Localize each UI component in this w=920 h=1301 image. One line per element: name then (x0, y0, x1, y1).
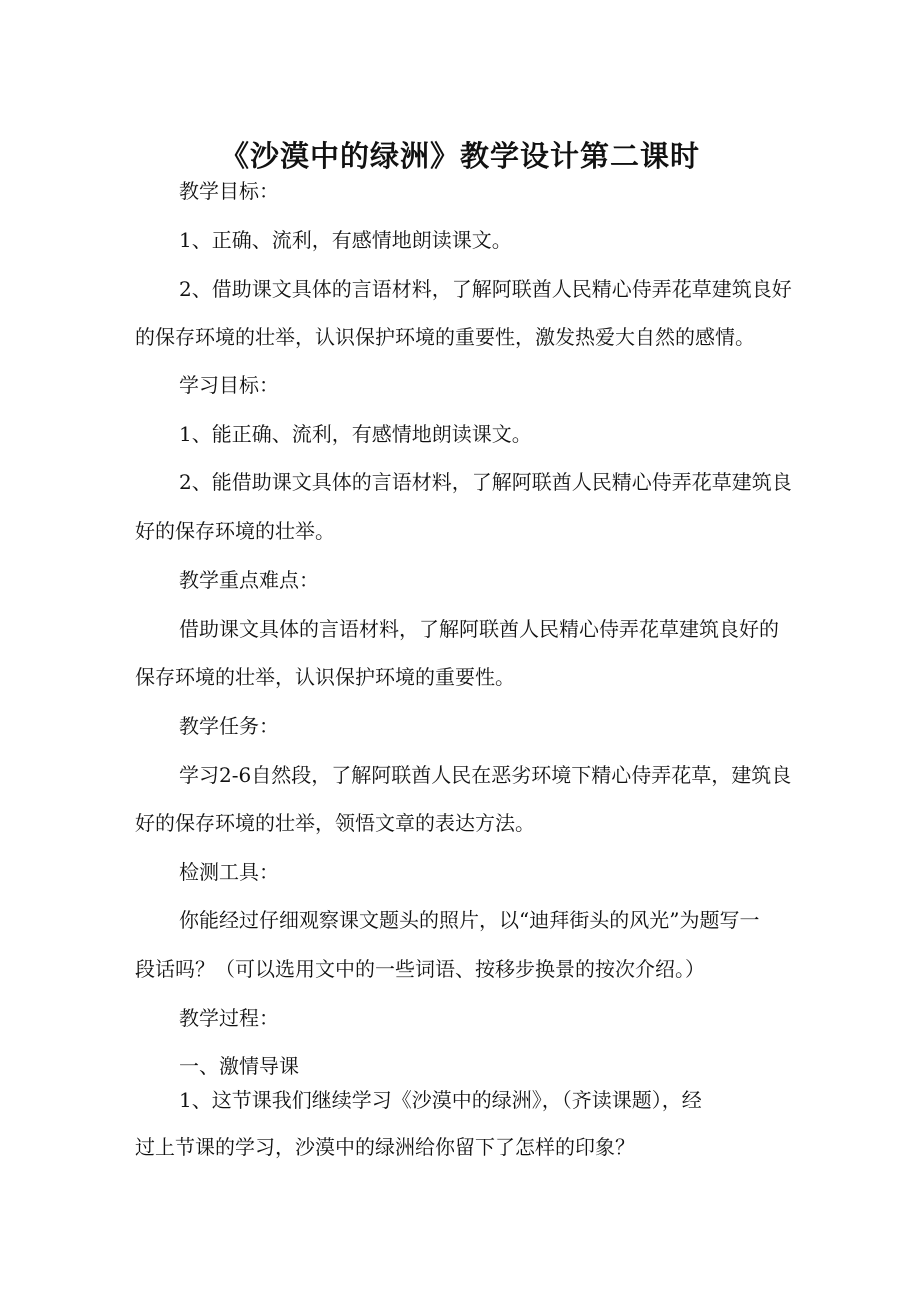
section-heading: 一、激情导课 (179, 1054, 299, 1078)
paragraph-line: 1、能正确、流利，有感情地朗读课文。 (179, 422, 532, 446)
paragraph-line: 好的保存环境的壮举。 (135, 519, 335, 543)
paragraph-line: 2、能借助课文具体的言语材料，了解阿联酋人民精心侍弄花草建筑良 (179, 470, 792, 494)
paragraph-line: 1、正确、流利，有感情地朗读课文。 (179, 228, 512, 252)
paragraph-line: 2、借助课文具体的言语材料，了解阿联酋人民精心侍弄花草建筑良好 (179, 277, 792, 301)
paragraph-line: 过上节课的学习，沙漠中的绿洲给你留下了怎样的印象？ (135, 1135, 635, 1159)
paragraph-line: 借助课文具体的言语材料，了解阿联酋人民精心侍弄花草建筑良好的 (179, 617, 779, 641)
paragraph-line: 你能经过仔细观察课文题头的照片，以“迪拜街头的风光”为题写一 (179, 908, 760, 932)
heading-teaching-tasks: 教学任务： (179, 714, 279, 738)
document-title: 《沙漠中的绿洲》教学设计第二课时 (219, 139, 700, 174)
heading-assessment-tools: 检测工具： (179, 860, 279, 884)
heading-key-points: 教学重点难点： (179, 568, 319, 592)
paragraph-line: 学习2-6自然段，了解阿联酋人民在恶劣环境下精心侍弄花草，建筑良 (179, 763, 792, 787)
heading-teaching-process: 教学过程： (179, 1006, 279, 1030)
paragraph-line: 好的保存环境的壮举，领悟文章的表达方法。 (135, 811, 535, 835)
paragraph-line: 段话吗？（可以选用文中的一些词语、按移步换景的按次介绍。） (135, 957, 705, 981)
heading-learning-goals: 学习目标： (179, 373, 279, 397)
paragraph-line: 的保存环境的壮举，认识保护环境的重要性，激发热爱大自然的感情。 (135, 325, 755, 349)
paragraph-line: 保存环境的壮举，认识保护环境的重要性。 (135, 665, 515, 689)
paragraph-line: 1、这节课我们继续学习《沙漠中的绿洲》，（齐读课题），经 (179, 1088, 702, 1112)
heading-teaching-goals: 教学目标： (179, 179, 279, 203)
